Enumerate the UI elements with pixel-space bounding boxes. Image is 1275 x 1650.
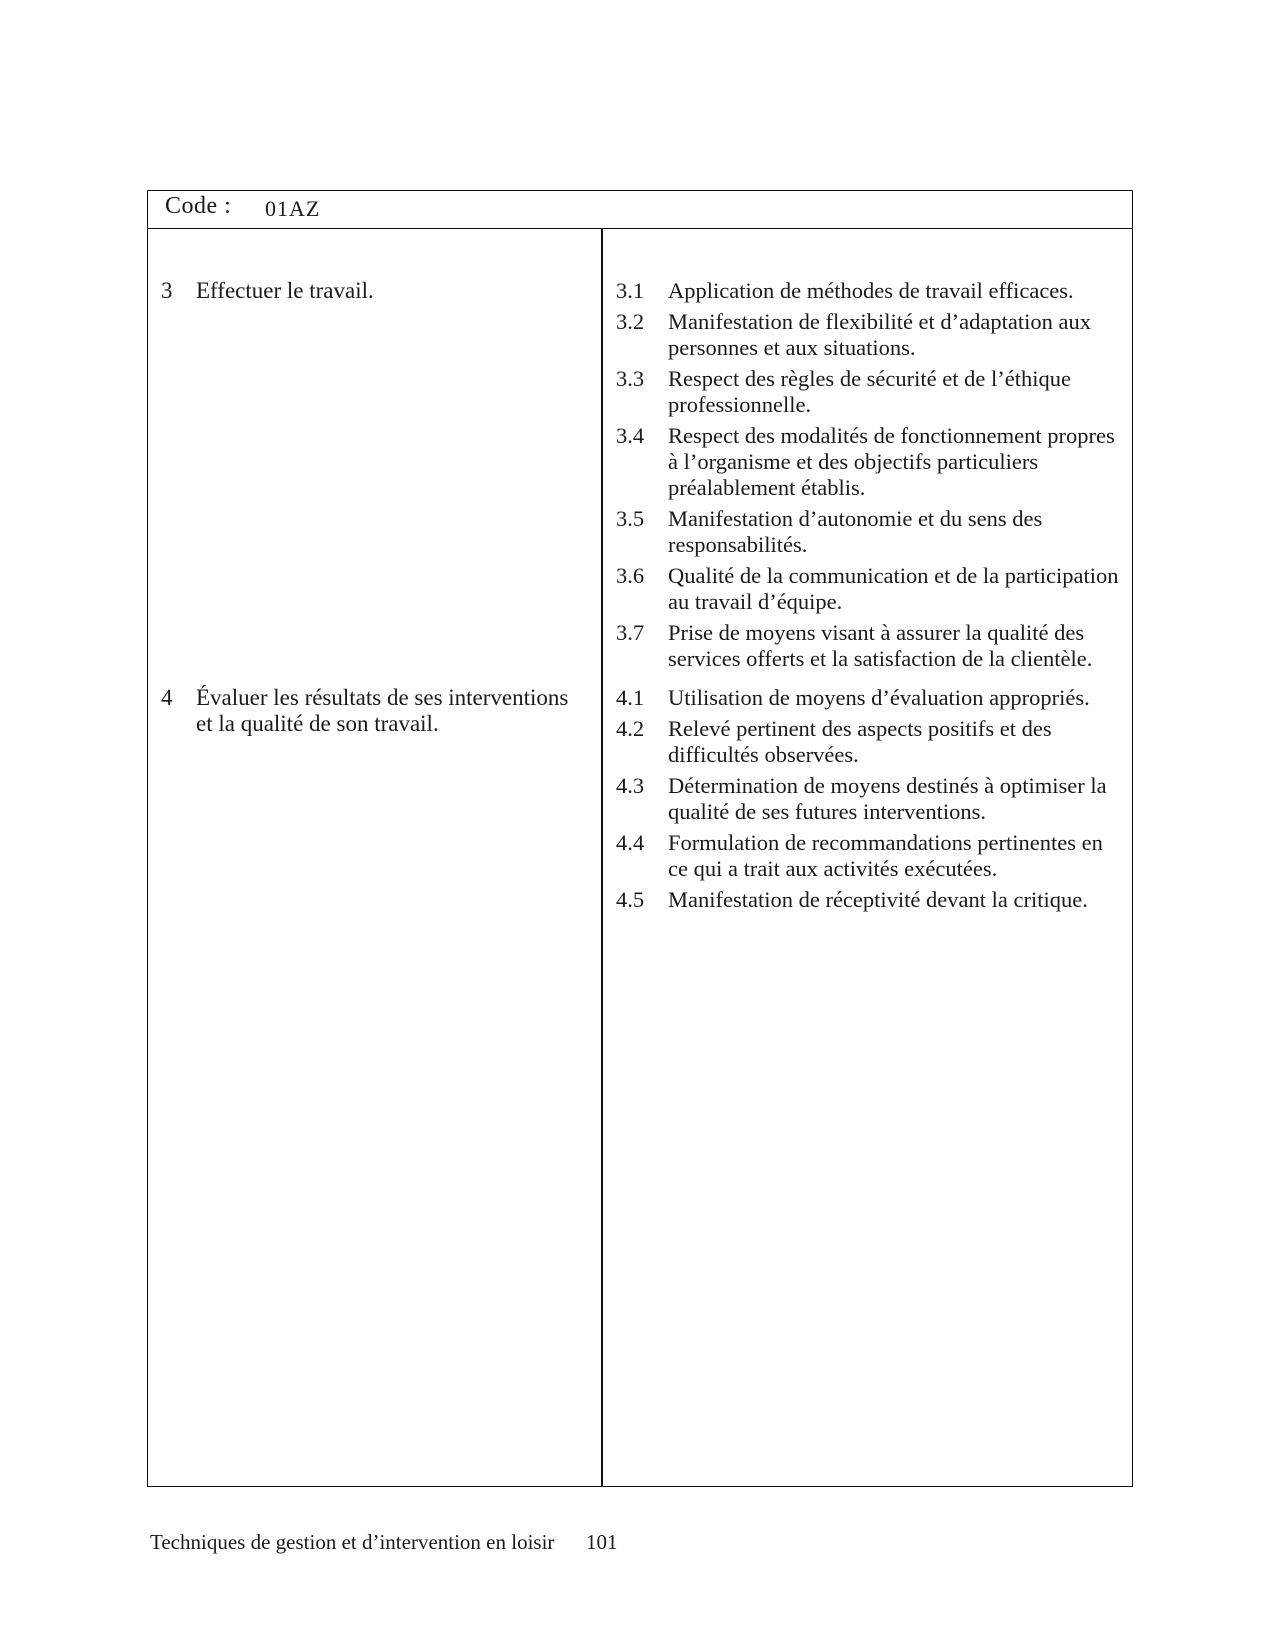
element-number: 3 [161, 278, 173, 303]
criteria-group-3 [616, 278, 1126, 677]
criterion-text: Manifestation de flexibilité et d’adaptation aux personnes et aux situations. [668, 309, 1091, 360]
criterion-number: 3.2 [616, 309, 645, 334]
criterion-text: Utilisation de moyens d’évaluation appropriés. [668, 685, 1090, 710]
criterion-number: 4.1 [616, 685, 645, 710]
criterion-number: 3.3 [616, 366, 645, 391]
criterion-number: 4.2 [616, 716, 645, 741]
criterion [616, 620, 1126, 672]
criterion [616, 309, 1126, 361]
criterion-number: 3.7 [616, 620, 645, 645]
criterion-text: Relevé pertinent des aspects positifs et des difficultés observées. [668, 716, 1052, 767]
criterion [616, 366, 1126, 418]
criterion-number: 3.4 [616, 423, 645, 448]
criterion [616, 685, 1126, 711]
element-3 [161, 278, 586, 304]
elements-column [148, 228, 601, 1486]
element-text: Évaluer les résultats de ses interventions et la qualité de son travail. [196, 685, 569, 736]
element-text: Effectuer le travail. [196, 278, 374, 303]
footer-title: Techniques de gestion et d’intervention en loisir [150, 1530, 555, 1554]
criterion-text: Détermination de moyens destinés à optimiser la qualité de ses futures interventions. [668, 773, 1107, 824]
code-label: Code : [165, 193, 232, 219]
criterion [616, 716, 1126, 768]
criterion-text: Manifestation d’autonomie et du sens des responsabilités. [668, 506, 1043, 557]
criterion-text: Respect des règles de sécurité et de l’éthique professionnelle. [668, 366, 1071, 417]
code-row [148, 191, 1132, 229]
page-number: 101 [586, 1530, 618, 1554]
code-value: 01AZ [265, 196, 321, 221]
criterion [616, 830, 1126, 882]
element-4 [161, 685, 586, 737]
criteria-column [603, 228, 1132, 1486]
criterion [616, 278, 1126, 304]
criterion-text: Respect des modalités de fonctionnement propres à l’organisme et des objectifs particuliers préalablement établis. [668, 423, 1115, 500]
criterion-number: 3.1 [616, 278, 645, 303]
criterion [616, 887, 1126, 913]
criterion-text: Formulation de recommandations pertinentes en ce qui a trait aux activités exécutées. [668, 830, 1103, 881]
criterion-text: Prise de moyens visant à assurer la qualité des services offerts et la satisfaction de la clientèle. [668, 620, 1093, 671]
criterion [616, 563, 1126, 615]
criterion-number: 4.4 [616, 830, 645, 855]
criterion [616, 423, 1126, 501]
criterion-text: Manifestation de réceptivité devant la critique. [668, 887, 1088, 912]
criterion [616, 506, 1126, 558]
criterion-number: 4.3 [616, 773, 645, 798]
competency-table [147, 190, 1133, 1487]
criterion-text: Qualité de la communication et de la participation au travail d’équipe. [668, 563, 1119, 614]
criteria-group-4 [616, 685, 1126, 918]
criterion [616, 773, 1126, 825]
element-number: 4 [161, 685, 173, 710]
criterion-number: 4.5 [616, 887, 645, 912]
criterion-number: 3.6 [616, 563, 645, 588]
criterion-text: Application de méthodes de travail efficaces. [668, 278, 1074, 303]
criterion-number: 3.5 [616, 506, 645, 531]
